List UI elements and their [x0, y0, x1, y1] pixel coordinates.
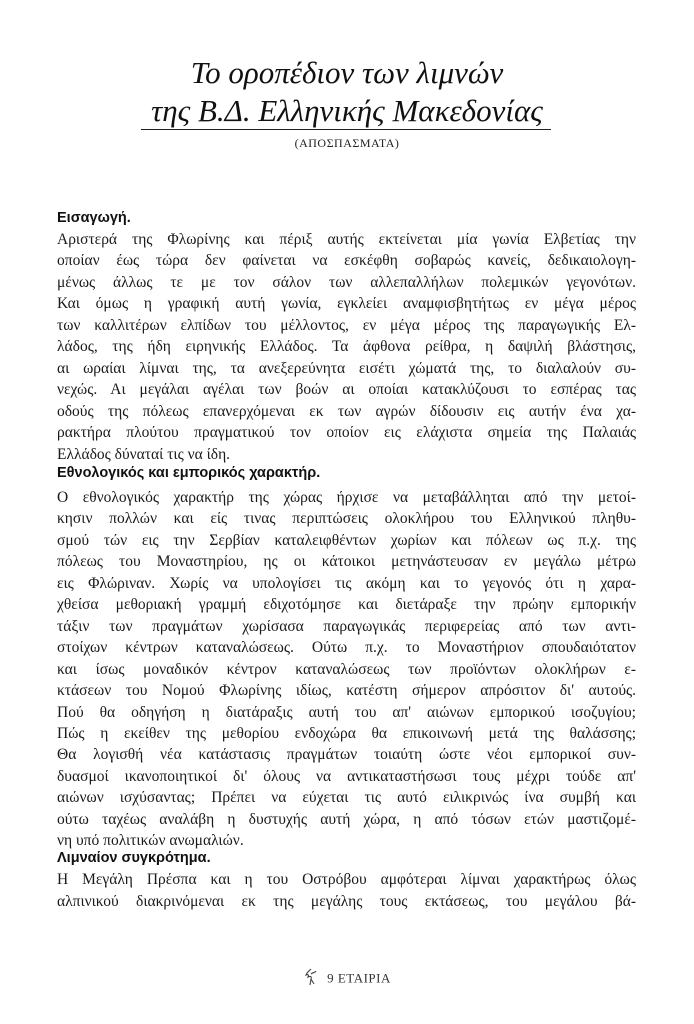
paragraph-line: Και όμως η γραφική αυτή γωνία, εγκλείει αναμφισβητήτως εν μέγα μέρος	[57, 295, 636, 313]
section-heading: Εισαγωγή.	[57, 210, 131, 226]
paragraph-line: και ίσως μοναδικόν κέντρον καταναλώσεως των προϊόντων ολοκλήρων ε-	[57, 660, 636, 678]
paragraph-line: Ο εθνολογικός χαρακτήρ της χώρας ήρχισε να μεταβάλληται από την μετοί-	[57, 489, 636, 506]
paragraph-line: Θα λογισθή νέα κατάστασις πραγμάτων τοιαύτη ώστε νέοι εμπορικοί συν-	[57, 746, 636, 764]
paragraph-line: αι ωραίαι λίμναι της, τα ανεξερεύνητα εισέτι χώματά της, το διαλαλούν συ-	[57, 359, 636, 377]
title-underline	[141, 129, 551, 130]
paragraph-line: κτάσεων του Νομού Φλωρίνης ιδίως, κατέστη σήμερον απρόσιτον δι' αυτούς.	[57, 682, 636, 699]
title-line-1: Το οροπέδιον των λιμνών	[190, 55, 504, 90]
paragraph-line: Αριστερά της Φλωρίνης και πέριξ αυτής εκτείνεται μία γωνία Ελβετίας την	[57, 231, 636, 248]
paragraph-line: Ελλάδος δύναταί τις να ίδη.	[57, 445, 231, 463]
paragraph-line: σμού τών εις την Σερβίαν καταλειφθέντων χωρίων και πόλεων ως π.χ. της	[57, 531, 636, 549]
paragraph-line: οποίαν έως τώρα δεν φαίνεται να εσκέφθη σοβαρώς κανείς, δεδικαιολογη-	[57, 252, 636, 270]
paragraph-line: Πού θα οδηγήση η διατάραξις αυτή του απ' αιώνων εμπορικού ισοζυγίου;	[57, 703, 636, 721]
section-heading: Εθνολογικός και εμπορικός χαρακτήρ.	[57, 465, 321, 481]
title-line-2: της Β.Δ. Ελληνικής Μακεδονίας	[151, 93, 543, 128]
paragraph-line: οδούς της πόλεως επανερχόμεναι εκ των αγρών δίδουσιν εις αυτήν ένα χα-	[57, 402, 636, 420]
paragraph-line: δυασμοί ικανοποιητικοί δι' όλους να αντικαταστήσωσι τους μέχρι τούδε απ'	[57, 767, 636, 785]
paragraph-line: νεχώς. Αι μεγάλαι αγέλαι των βοών αι οποίαι κατακλύζουσι το εσπέρας τας	[57, 381, 636, 399]
paragraph-line: ούτω ταχέως αναλάβη η δυστυχής αυτή χώρα, η από τόσων ετών μαστιζομέ-	[57, 810, 636, 828]
paragraph-line: Πώς η εκείθεν της μεθορίου ενδοχώρα θα επικοινωνή μετά της θαλάσσης;	[57, 725, 636, 742]
paragraph-line: μένως άλλως τε με τον σάλον των αλλεπαλλήλων πολεμικών γεγονότων.	[57, 273, 636, 291]
paragraph-line: Η Μεγάλη Πρέσπα και η του Οστρόβου αμφότεραι λίμναι χαρακτήρως όλως	[57, 871, 636, 888]
footer-publisher: ΕΤΑΙΡΙΑ	[337, 970, 391, 986]
paragraph-line: πόλεως του Μοναστηρίου, ης οι κάτοικοι μετηνάστευσαν εν μεγάλω μέτρω	[57, 553, 636, 571]
subtitle: (ΑΠΟΣΠΑΣΜΑΤΑ)	[294, 136, 400, 150]
section-heading: Λιμναίον συγκρότημα.	[57, 850, 211, 866]
footer-page-number: 9	[327, 970, 335, 986]
paragraph-line: κησιν πολλών και είς τινας περιπτώσεις ολοκλήρου του Ελληνικού πληθυ-	[57, 510, 636, 528]
paragraph-line: εις Φλώριναν. Χωρίς να υπολογίσει τις ακόμη και το γεγονός ότι η χαρα-	[57, 574, 636, 592]
page-footer	[0, 968, 694, 991]
paragraph-line: τάξιν των πραγμάτων χωρίσασα παραγωγικάς περιφερείας από των αντι-	[57, 617, 636, 635]
paragraph-line: στοίχων κέντρων καταναλώσεως. Ούτω π.χ. το Μοναστήριον σπουδαιότατον	[57, 639, 636, 657]
paragraph-line: αλπινικού διακρινόμεναι εκ της μεγάλης τους εκτάσεως, του μεγάλου βά-	[57, 892, 636, 910]
ornament-figure-icon	[303, 968, 319, 991]
paragraph-line: ρακτήρα πλούτου πραγματικού τον οποίον εις ελάχιστα σημεία της Παλαιάς	[57, 424, 636, 441]
paragraph-line: των καλλιτέρων ελπίδων του μέλλοντος, εν μέγα μέρος της παραγωγικής Ελ-	[57, 316, 636, 334]
paragraph-line: αιώνων ισχύσαντας; Πρέπει να εύχεται τις αυτό ειλικρινώς ίνα συμβή και	[57, 789, 636, 807]
paragraph-line: λάδος, της ήδη ειρηνικής Ελλάδος. Τα άφθονα ρείθρα, η δαψιλή βλάστησις,	[57, 338, 636, 356]
paragraph-line: νη υπό πολιτικών ανωμαλιών.	[57, 832, 244, 850]
paragraph-line: χθείσα μεθοριακή γραμμή εδιχοτόμησε και διετάραξε την πρώην εμπορικήν	[57, 596, 636, 614]
